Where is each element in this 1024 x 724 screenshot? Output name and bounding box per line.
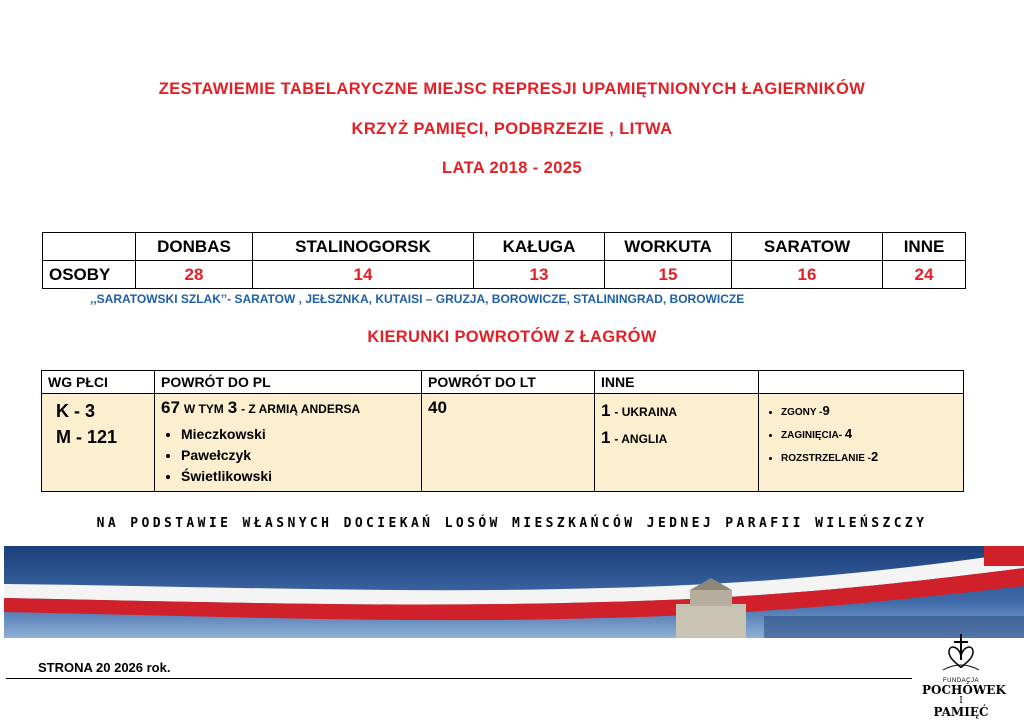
places-value-inne: 24 xyxy=(883,261,966,289)
places-header-donbas: DONBAS xyxy=(136,233,253,261)
pl-return-summary xyxy=(161,398,415,418)
logo-line-foundation: FUNDACJA xyxy=(942,678,979,684)
pl-anders-count: 3 xyxy=(227,398,238,417)
pl-return-count: 67 xyxy=(161,398,180,417)
lt-return-cell xyxy=(422,394,595,492)
places-row-label: OSOBY xyxy=(43,261,136,289)
pl-return-note-b: - Z ARMIĄ ANDERSA xyxy=(241,402,361,416)
cross-heart-icon xyxy=(941,630,981,674)
years-title: LATA 2018 - 2025 xyxy=(442,159,582,177)
other-ukraina xyxy=(601,398,752,425)
saratow-route-note: ,,SARATOWSKI SZLAK’’- SARATOW , JEŁSZNKA, KUTAISI – GRUZJA, BOROWICZE, STALININGRAD, BOROWICZE xyxy=(90,292,745,306)
list-item: • Pawełczyk xyxy=(181,445,415,466)
places-value-workuta: 15 xyxy=(605,261,732,289)
list-item: • Świetlikowski xyxy=(181,466,415,487)
places-value-donbas: 28 xyxy=(136,261,253,289)
other-return-cell xyxy=(595,394,759,492)
returns-header-row xyxy=(42,371,964,394)
returns-heading: KIERUNKI POWROTÓW Z ŁAGRÓW xyxy=(367,328,657,346)
gender-women: K - 3 xyxy=(56,401,96,421)
main-title: ZESTAWIEMIE TABELARYCZNE MIEJSC REPRESJI UPAMIĘTNIONYCH ŁAGIERNIKÓW xyxy=(158,80,866,98)
stat-missing-label: ZAGINIĘCIA- xyxy=(781,430,843,441)
source-note: NA PODSTAWIE WŁASNYCH DOCIEKAŃ LOSÓW MIESZKAŃCÓW JEDNEJ PARAFII WILEŃSZCZY xyxy=(96,516,928,531)
logo-line-pamiec: PAMIĘĆ xyxy=(933,705,989,719)
stat-executed xyxy=(781,446,957,469)
returns-header-gender: WG PŁCI xyxy=(42,371,155,394)
gender-men: M - 121 xyxy=(56,427,118,447)
stat-executed-value: 2 xyxy=(871,449,879,464)
stat-executed-label: ROZSTRZELANIE - xyxy=(781,453,871,464)
stat-missing-value: 4 xyxy=(844,426,853,441)
logo-line-pochowek: POCHÓWEK xyxy=(922,683,1006,697)
places-header-empty xyxy=(43,233,136,261)
foundation-logo xyxy=(922,630,1006,720)
places-value-stalinogorsk: 14 xyxy=(253,261,474,289)
returns-table xyxy=(41,370,964,492)
stats-list xyxy=(765,400,957,469)
other-anglia-label: - ANGLIA xyxy=(614,432,668,446)
places-header-workuta: WORKUTA xyxy=(605,233,732,261)
places-header-saratow: SARATOW xyxy=(732,233,883,261)
other-ukraina-label: - UKRAINA xyxy=(614,405,678,419)
pl-return-cell xyxy=(155,394,422,492)
returns-values-row xyxy=(42,394,964,492)
other-ukraina-count: 1 xyxy=(601,401,611,420)
anders-names-list xyxy=(161,424,415,487)
places-header-row xyxy=(43,233,966,261)
other-anglia-count: 1 xyxy=(601,428,611,447)
page-footer: STRONA 20 2026 rok. xyxy=(38,660,171,675)
footer-divider xyxy=(6,678,912,679)
pl-return-note-a: W TYM xyxy=(183,402,224,416)
lt-return-count: 40 xyxy=(428,398,447,417)
list-item: • Mieczkowski xyxy=(181,424,415,445)
places-table xyxy=(42,232,966,289)
places-value-saratow: 16 xyxy=(732,261,883,289)
returns-header-pl: POWRÓT DO PL xyxy=(155,371,422,394)
places-values-row xyxy=(43,261,966,289)
places-header-inne: INNE xyxy=(883,233,966,261)
places-value-kaluga: 13 xyxy=(474,261,605,289)
flag-banner-image xyxy=(4,546,1024,638)
flag-banner-illustration xyxy=(4,546,1024,638)
places-header-stalinogorsk: STALINOGORSK xyxy=(253,233,474,261)
stat-deaths-value: 9 xyxy=(822,403,830,418)
returns-header-lt: POWRÓT DO LT xyxy=(422,371,595,394)
returns-header-other: INNE xyxy=(595,371,759,394)
stat-missing xyxy=(781,423,957,446)
stat-deaths-label: ZGONY - xyxy=(781,407,823,418)
returns-header-stats xyxy=(759,371,964,394)
gender-cell xyxy=(42,394,155,492)
location-title: KRZYŻ PAMIĘCI, PODBRZEZIE , LITWA xyxy=(351,120,673,138)
logo-line-i: I xyxy=(959,696,963,706)
other-anglia xyxy=(601,425,752,452)
stats-cell xyxy=(759,394,964,492)
stat-deaths xyxy=(781,400,957,423)
places-header-kaluga: KAŁUGA xyxy=(474,233,605,261)
